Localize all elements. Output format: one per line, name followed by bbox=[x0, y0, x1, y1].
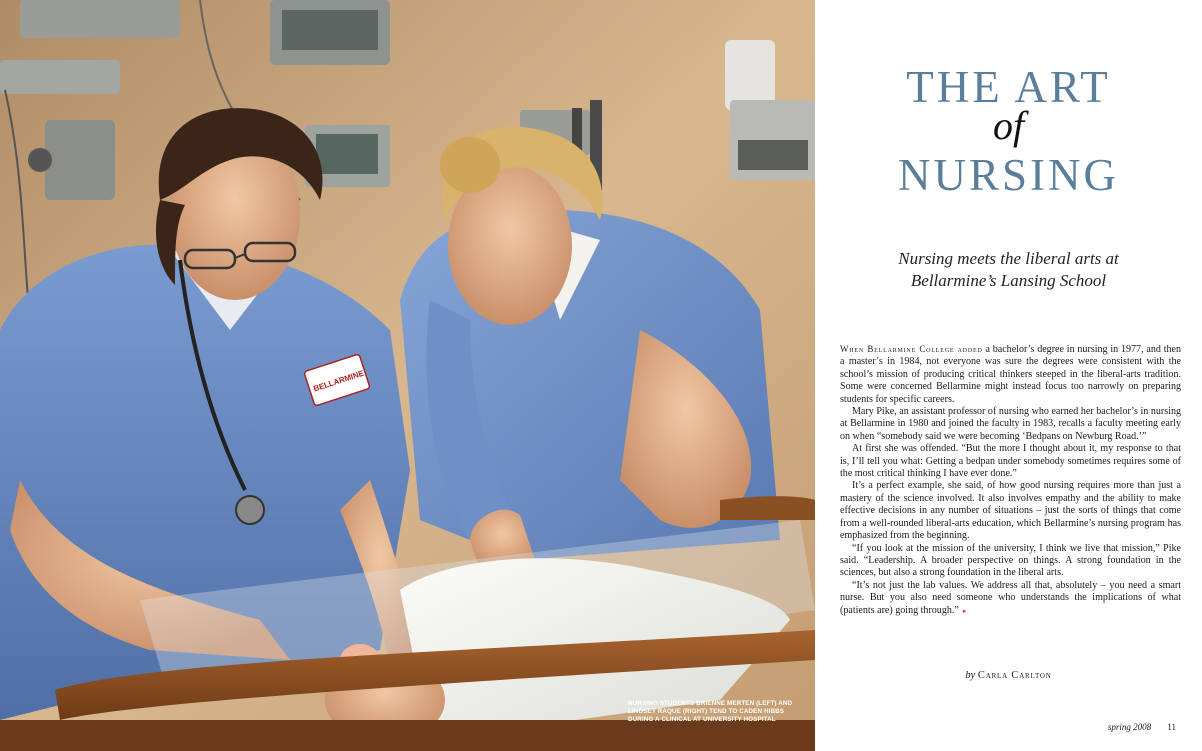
end-mark-icon: ▸ bbox=[962, 606, 967, 615]
byline bbox=[815, 670, 1202, 681]
issue-date: spring 2008 bbox=[1107, 722, 1152, 732]
paragraph-text: a bachelor’s degree in nursing in 1977, and then a master’s in 1984, not everyone was sure the degrees were consistent with the school’s mission of producing critical thinkers steeped in the liberal-arts tradition. Some were concerned Bellarmine might instead focus too narrowly on preparing students for specific careers. bbox=[840, 344, 1181, 405]
caption-line: LINDSEY RAQUE (RIGHT) TEND TO CADEN HIBBS bbox=[628, 708, 785, 715]
article-title-line-1: THE ART bbox=[906, 62, 1111, 112]
article-title-line-2: of bbox=[992, 103, 1025, 148]
photo-caption bbox=[628, 700, 808, 724]
article-title-line-3: NURSING bbox=[897, 150, 1120, 200]
article-page bbox=[815, 0, 1202, 751]
page-folio bbox=[1108, 722, 1176, 732]
caption-line: NURSING STUDENTS BRIENNE MERTEN (LEFT) AND bbox=[628, 700, 793, 707]
body-paragraph bbox=[840, 580, 1181, 617]
body-paragraph: It’s a perfect example, she said, of how good nursing requires more than just a mastery of the science involved. It also involves empathy and the ability to make effective decisions in any number of situations – just the sorts of things that come from a well-rounded liberal-arts education, which Bellarmine’s nursing program has emphasized from the beginning. bbox=[840, 480, 1181, 542]
body-paragraph bbox=[840, 343, 1181, 406]
article-body bbox=[840, 343, 1181, 617]
subtitle-line: Bellarmine’s Lansing School bbox=[910, 271, 1107, 290]
subtitle-line: Nursing meets the liberal arts at bbox=[898, 249, 1119, 268]
caption-line: DURING A CLINICAL AT UNIVERSITY HOSPITAL bbox=[628, 716, 776, 723]
byline-prefix: by bbox=[965, 670, 976, 681]
body-paragraph: Mary Pike, an assistant professor of nursing who earned her bachelor’s in nursing at Bellarmine in 1980 and joined the faculty in 1983, recalls a faculty meeting early on when “somebody said we were becoming ‘Bedpans on Newburg Road.’” bbox=[840, 406, 1181, 442]
page-number: 11 bbox=[1167, 722, 1176, 732]
byline-author: Carla Carlton bbox=[977, 670, 1052, 681]
lead-in: When Bellarmine College added bbox=[840, 344, 983, 354]
body-paragraph: “If you look at the mission of the university, I think we live that mission,” Pike said. “Leadership. A broader perspective on things. A strong foundation in the sciences, but also a strong foundation in the liberal arts. bbox=[840, 542, 1181, 579]
name-badge-text: BELLARMINE bbox=[312, 368, 365, 394]
paragraph-text: “It’s not just the lab values. We address all that, absolutely – you need a smart nurse. But you also need someone who understands the implications of what (patients are) going through.” bbox=[840, 579, 1181, 616]
body-paragraph: At first she was offended. “But the more I thought about it, my response to that is, I’ll tell you what: Getting a bedpan under somebody sometimes requires some of the most critical thinking I have ever done.” bbox=[840, 443, 1181, 480]
article-subtitle bbox=[815, 248, 1202, 292]
